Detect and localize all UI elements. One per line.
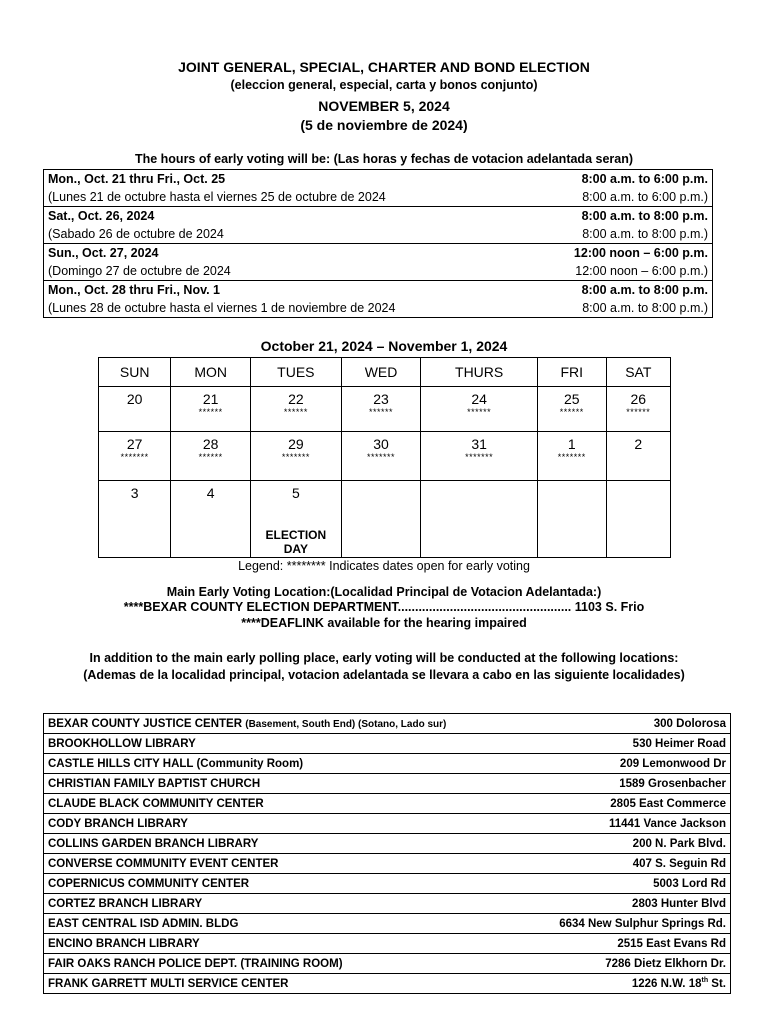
- calendar-day-empty: [421, 481, 538, 558]
- site-address-sup: th: [701, 977, 709, 985]
- site-name: ENCINO BRANCH LIBRARY: [44, 934, 524, 954]
- day-number: 1: [567, 436, 576, 452]
- site-note: (Basement, South End) (Sotano, Lado sur): [245, 718, 447, 730]
- day-number: 3: [130, 485, 139, 501]
- site-row: [44, 914, 731, 934]
- site-address: 407 S. Seguin Rd: [524, 854, 731, 874]
- calendar-day: [537, 387, 606, 432]
- site-name: CORTEZ BRANCH LIBRARY: [44, 894, 524, 914]
- calendar-week: [99, 481, 671, 558]
- day-number: 23: [373, 391, 389, 407]
- site-address: 2805 East Commerce: [524, 794, 731, 814]
- day-number: 31: [471, 436, 487, 452]
- hours-time-es: 8:00 a.m. to 6:00 p.m.): [521, 188, 712, 207]
- site-row: [44, 774, 731, 794]
- day-number: 30: [373, 436, 389, 452]
- site-row: [44, 934, 731, 954]
- calendar-day: [421, 387, 538, 432]
- calendar-day-empty: [606, 481, 670, 558]
- site-name: EAST CENTRAL ISD ADMIN. BLDG: [44, 914, 524, 934]
- day-number: 27: [126, 436, 143, 452]
- calendar-header-row: [99, 358, 671, 387]
- site-row: [44, 854, 731, 874]
- hours-days-es: (Domingo 27 de octubre de 2024: [44, 262, 522, 281]
- hours-row: [44, 170, 713, 189]
- calendar-day: [99, 387, 171, 432]
- calendar-header: SUN: [99, 358, 171, 387]
- additional-locations-text: In addition to the main early polling place, early voting will be conducted at the following locations: (Ademas de la localidad principal, votacion adelantada se llevara a cabo en las siguiente localidades): [83, 651, 685, 682]
- site-name-text: BEXAR COUNTY JUSTICE CENTER: [48, 717, 243, 730]
- day-number: 20: [126, 391, 143, 407]
- site-address-tail: St.: [708, 977, 726, 990]
- early-voting-marks: ******: [467, 407, 492, 417]
- early-voting-marks: ******: [559, 407, 584, 417]
- calendar-header: FRI: [537, 358, 606, 387]
- site-address: 5003 Lord Rd: [524, 874, 731, 894]
- early-voting-marks: ******: [626, 407, 651, 417]
- early-voting-marks: *******: [465, 452, 494, 462]
- early-voting-marks: *******: [367, 452, 396, 462]
- calendar-header: WED: [341, 358, 421, 387]
- hours-days: Mon., Oct. 28 thru Fri., Nov. 1: [48, 283, 221, 297]
- site-name: CODY BRANCH LIBRARY: [44, 814, 524, 834]
- hours-days: Sun., Oct. 27, 2024: [48, 246, 159, 260]
- day-number: 2: [634, 436, 643, 452]
- hours-days-es: (Lunes 28 de octubre hasta el viernes 1 de noviembre de 2024: [44, 299, 522, 318]
- site-address: 2803 Hunter Blvd: [524, 894, 731, 914]
- site-row: [44, 894, 731, 914]
- calendar-title: October 21, 2024 – November 1, 2024: [260, 338, 508, 354]
- hours-title: The hours of early voting will be: (Las horas y fechas de votacion adelantada seran): [134, 152, 634, 166]
- hours-time-es: 8:00 a.m. to 8:00 p.m.): [521, 299, 712, 318]
- hours-row: [44, 244, 713, 263]
- early-voting-marks: ******: [198, 407, 223, 417]
- calendar-day-empty: [537, 481, 606, 558]
- early-voting-marks: *******: [281, 452, 310, 462]
- site-address-main: 1226 N.W. 18: [631, 977, 702, 990]
- main-location-row: [0, 600, 768, 614]
- day-number: 22: [288, 391, 304, 407]
- site-address: 530 Heimer Road: [524, 734, 731, 754]
- election-day-label: [251, 528, 341, 556]
- day-number: 4: [206, 485, 215, 501]
- site-address: 200 N. Park Blvd.: [524, 834, 731, 854]
- calendar-header: THURS: [421, 358, 538, 387]
- calendar-day: [171, 432, 251, 481]
- early-voting-marks: ******: [198, 452, 223, 462]
- calendar-day: [250, 387, 341, 432]
- site-name: COPERNICUS COMMUNITY CENTER: [44, 874, 524, 894]
- day-number: 26: [630, 391, 647, 407]
- hours-time-es: 12:00 noon – 6:00 p.m.): [521, 262, 712, 281]
- site-row: [44, 814, 731, 834]
- early-voting-marks: *******: [120, 452, 149, 462]
- site-row: [44, 874, 731, 894]
- early-voting-sites-table: [43, 713, 731, 994]
- deaflink-note: ****DEAFLINK available for the hearing impaired: [241, 616, 527, 630]
- hours-row-es: [44, 299, 713, 318]
- calendar-week: [99, 387, 671, 432]
- calendar-day: [99, 432, 171, 481]
- day-number: 24: [471, 391, 487, 407]
- site-address: 209 Lemonwood Dr: [524, 754, 731, 774]
- election-day-line2: DAY: [283, 542, 308, 556]
- site-name: FRANK GARRETT MULTI SERVICE CENTER: [44, 974, 524, 994]
- hours-days: Mon., Oct. 21 thru Fri., Oct. 25: [48, 172, 226, 186]
- main-location-leader: ..................................................: [397, 600, 572, 614]
- hours-days-es: (Sabado 26 de octubre de 2024: [44, 225, 522, 244]
- hours-row-es: [44, 262, 713, 281]
- day-number: 29: [288, 436, 304, 452]
- site-name: BROOKHOLLOW LIBRARY: [44, 734, 524, 754]
- election-title-es: (eleccion general, especial, carta y bonos conjunto): [230, 78, 538, 92]
- site-address: 300 Dolorosa: [524, 714, 731, 734]
- calendar-day: [341, 387, 421, 432]
- early-voting-marks: *******: [557, 452, 586, 462]
- day-number: 28: [202, 436, 219, 452]
- calendar-day: [171, 387, 251, 432]
- hours-table: [43, 169, 713, 318]
- hours-row: [44, 281, 713, 300]
- day-number: 25: [563, 391, 580, 407]
- hours-row-es: [44, 188, 713, 207]
- site-row: [44, 714, 731, 734]
- calendar-legend: Legend: ******** Indicates dates open for early voting: [238, 559, 530, 573]
- main-location-address: 1103 S. Frio: [574, 600, 645, 614]
- hours-time-es: 8:00 a.m. to 8:00 p.m.): [521, 225, 712, 244]
- calendar-week: [99, 432, 671, 481]
- calendar-day: [250, 432, 341, 481]
- site-row: [44, 754, 731, 774]
- hours-time: 8:00 a.m. to 6:00 p.m.: [581, 172, 708, 186]
- hours-days-es: (Lunes 21 de octubre hasta el viernes 25 de octubre de 2024: [44, 188, 522, 207]
- hours-row: [44, 207, 713, 226]
- site-name: CHRISTIAN FAMILY BAPTIST CHURCH: [44, 774, 524, 794]
- site-address: 7286 Dietz Elkhorn Dr.: [524, 954, 731, 974]
- site-name: COLLINS GARDEN BRANCH LIBRARY: [44, 834, 524, 854]
- day-number: 21: [202, 391, 219, 407]
- site-address: 11441 Vance Jackson: [524, 814, 731, 834]
- site-name: CLAUDE BLACK COMMUNITY CENTER: [44, 794, 524, 814]
- early-voting-calendar: [98, 357, 671, 558]
- calendar-day: [171, 481, 251, 558]
- site-row: [44, 974, 731, 994]
- hours-time: 12:00 noon – 6:00 p.m.: [573, 246, 708, 260]
- site-address: 6634 New Sulphur Springs Rd.: [524, 914, 731, 934]
- calendar-day: [341, 432, 421, 481]
- calendar-day: [537, 432, 606, 481]
- calendar-day: [606, 432, 670, 481]
- calendar-header: SAT: [606, 358, 670, 387]
- site-row: [44, 834, 731, 854]
- site-row: [44, 954, 731, 974]
- calendar-day-election: [250, 481, 341, 558]
- site-address: 2515 East Evans Rd: [524, 934, 731, 954]
- calendar-day-empty: [341, 481, 421, 558]
- hours-time: 8:00 a.m. to 8:00 p.m.: [581, 209, 708, 223]
- site-address: 1589 Grosenbacher: [524, 774, 731, 794]
- site-name: [44, 714, 524, 734]
- early-voting-marks: ******: [283, 407, 308, 417]
- early-voting-marks: ******: [369, 407, 394, 417]
- day-number: 5: [291, 485, 300, 501]
- election-day-line1: ELECTION: [265, 528, 327, 542]
- site-row: [44, 734, 731, 754]
- main-location-name: ****BEXAR COUNTY ELECTION DEPARTMENT: [123, 600, 398, 614]
- hours-time: 8:00 a.m. to 8:00 p.m.: [581, 283, 708, 297]
- site-name: FAIR OAKS RANCH POLICE DEPT. (TRAINING ROOM): [44, 954, 524, 974]
- calendar-day: [421, 432, 538, 481]
- hours-days: Sat., Oct. 26, 2024: [48, 209, 155, 223]
- calendar-day: [99, 481, 171, 558]
- election-date-es: (5 de noviembre de 2024): [300, 117, 468, 133]
- site-row: [44, 794, 731, 814]
- election-date: NOVEMBER 5, 2024: [318, 98, 450, 114]
- site-name: CONVERSE COMMUNITY EVENT CENTER: [44, 854, 524, 874]
- calendar-header: MON: [171, 358, 251, 387]
- site-name: CASTLE HILLS CITY HALL (Community Room): [44, 754, 524, 774]
- calendar-header: TUES: [250, 358, 341, 387]
- main-location-heading: Main Early Voting Location:(Localidad Principal de Votacion Adelantada:): [166, 585, 602, 599]
- calendar-day: [606, 387, 670, 432]
- hours-row-es: [44, 225, 713, 244]
- site-address: [524, 974, 731, 994]
- election-title: JOINT GENERAL, SPECIAL, CHARTER AND BOND ELECTION: [178, 59, 590, 75]
